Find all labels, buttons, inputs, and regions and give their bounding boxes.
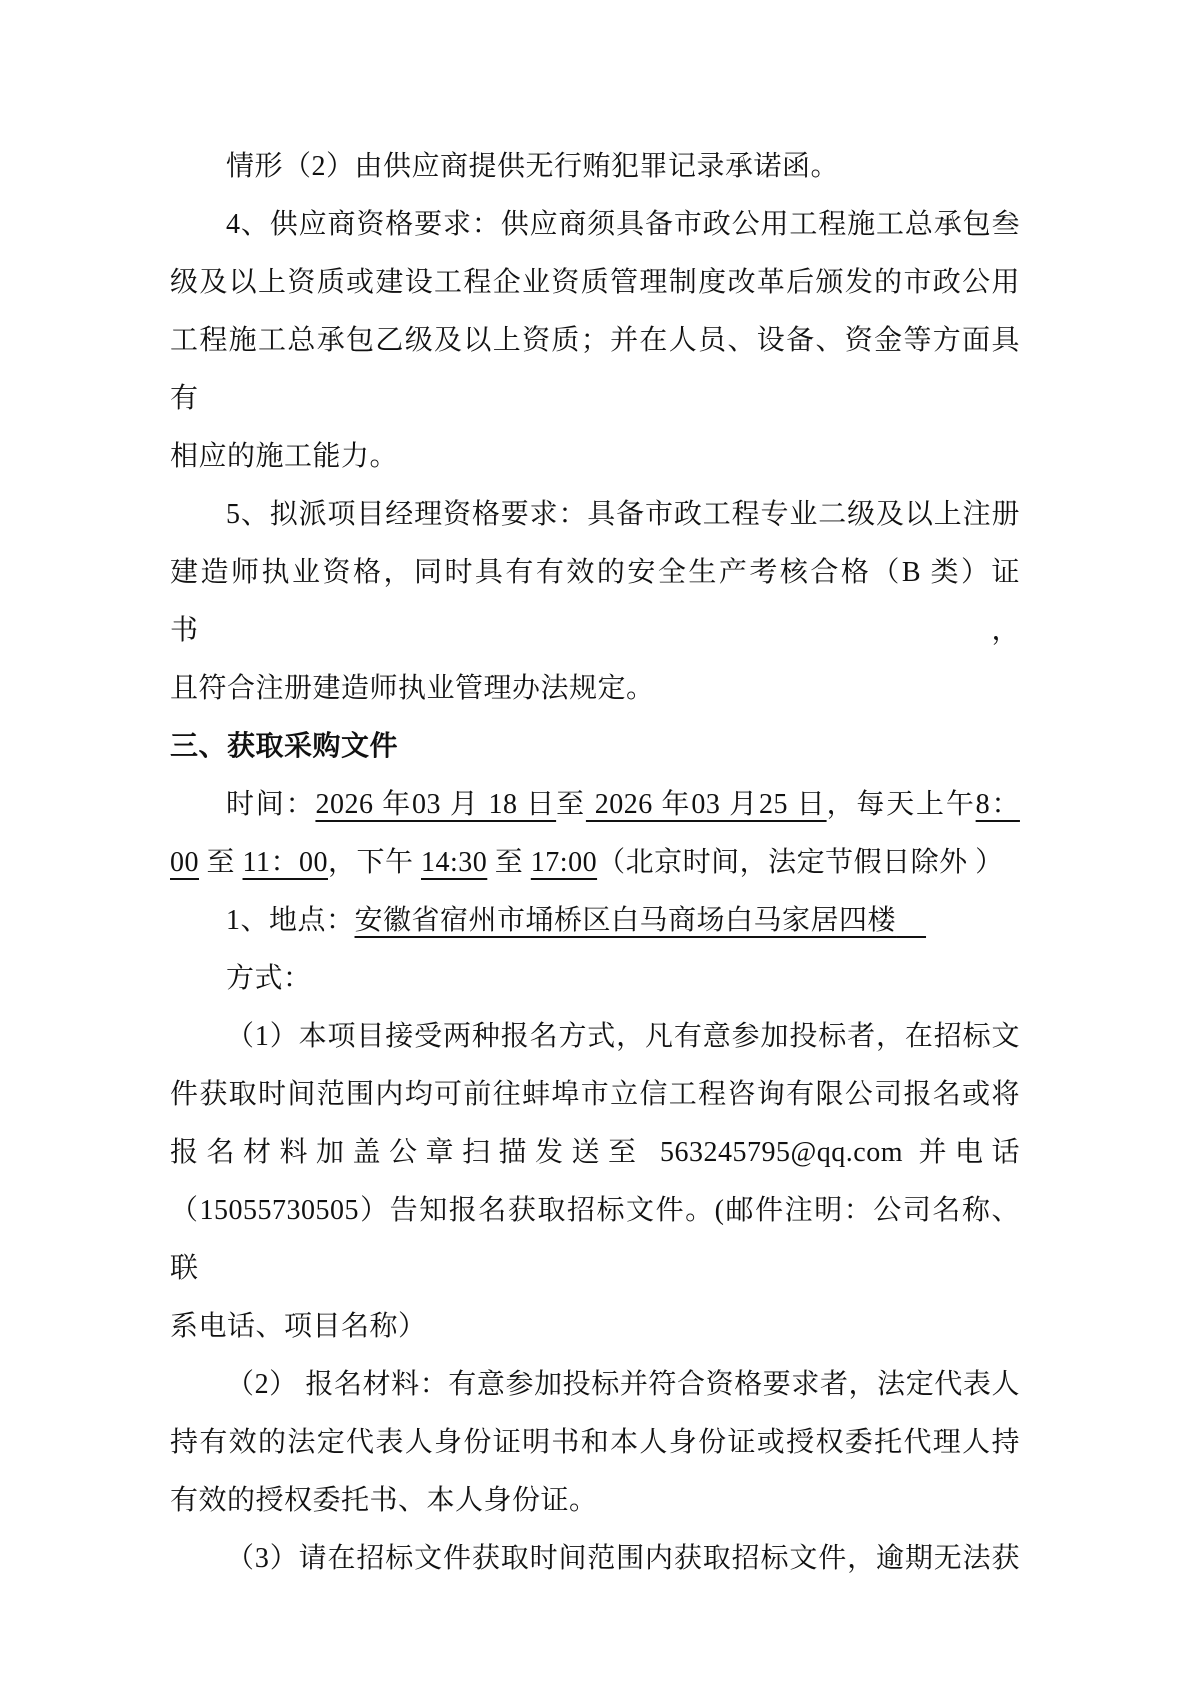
line-method2-1: （2） 报名材料：有意参加投标并符合资格要求者，法定代表人 (226, 1369, 1020, 1400)
line-supplier-requirement-3: 工程施工总承包乙级及以上资质；并在人员、设备、资金等方面具有 (170, 325, 1020, 414)
line-method3-1: （3）请在招标文件获取时间范围内获取招标文件，逾期无法获 (226, 1543, 1020, 1574)
line-promise-letter: 情形（2）由供应商提供无行贿犯罪记录承诺函。 (226, 151, 840, 182)
line-method1-3-email: 报名材料加盖公章扫描发送至 563245795@qq.com 并电话 (170, 1137, 1020, 1168)
pm-start-underlined: 14:30 (421, 847, 488, 878)
line-method1-5: 系电话、项目名称） (170, 1311, 427, 1342)
line-supplier-requirement-4: 相应的施工能力。 (170, 441, 399, 472)
line-pm-requirement-2: 建造师执业资格，同时具有有效的安全生产考核合格（B 类）证书， (170, 557, 1020, 646)
line-method-label: 方式： (226, 963, 312, 994)
line-pm-requirement-1: 5、拟派项目经理资格要求：具备市政工程专业二级及以上注册 (226, 499, 1020, 530)
time-mid-text: ，每天上午 (826, 789, 976, 820)
pm-end-underlined: 17:00 (530, 847, 598, 878)
location-value-underlined: 安徽省宿州市埇桥区白马商场白马家居四楼 (354, 905, 897, 936)
line-method2-2: 持有效的法定代表人身份证明书和本人身份证或授权委托代理人持 (170, 1427, 1020, 1458)
line-supplier-requirement-2: 级及以上资质或建设工程企业资质管理制度改革后颁发的市政公用 (170, 267, 1020, 298)
time-label: 时间： (226, 789, 316, 820)
location-underline-tail (896, 905, 926, 936)
time-conjunction-2: 至 (487, 847, 531, 878)
am-start-min-underlined: 00 (170, 847, 199, 878)
line-location (170, 892, 1020, 950)
am-end-underlined: 11：00 (242, 847, 328, 878)
line-time-2 (170, 834, 1020, 892)
date-from-underlined: 2026 年03 月 18 日 (315, 789, 557, 820)
time-conjunction-1: 至 (199, 847, 243, 878)
line-method1-2: 件获取时间范围内均可前往蚌埠市立信工程咨询有限公司报名或将 (170, 1079, 1020, 1110)
location-label: 1、地点： (226, 905, 355, 936)
time-mid-text-2: ，下午 (327, 847, 421, 878)
date-to-underlined: 2026 年03 月25 日 (585, 789, 827, 820)
beijing-time-note: （北京时间，法定节假日除外 ） (597, 847, 1004, 878)
line-time-1 (170, 776, 1020, 834)
date-conjunction: 至 (556, 789, 586, 820)
am-start-hour-underlined: 8： (975, 789, 1020, 820)
line-pm-requirement-3: 且符合注册建造师执业管理办法规定。 (170, 673, 655, 704)
line-method1-4-phone: （15055730505）告知报名获取招标文件。(邮件注明：公司名称、联 (170, 1195, 1020, 1284)
line-method2-3: 有效的授权委托书、本人身份证。 (170, 1485, 598, 1516)
line-supplier-requirement-1: 4、供应商资格要求：供应商须具备市政公用工程施工总承包叁 (226, 209, 1020, 240)
line-method1-1: （1）本项目接受两种报名方式，凡有意参加投标者，在招标文 (226, 1021, 1020, 1052)
section-heading-obtain-documents: 三、获取采购文件 (170, 731, 399, 762)
